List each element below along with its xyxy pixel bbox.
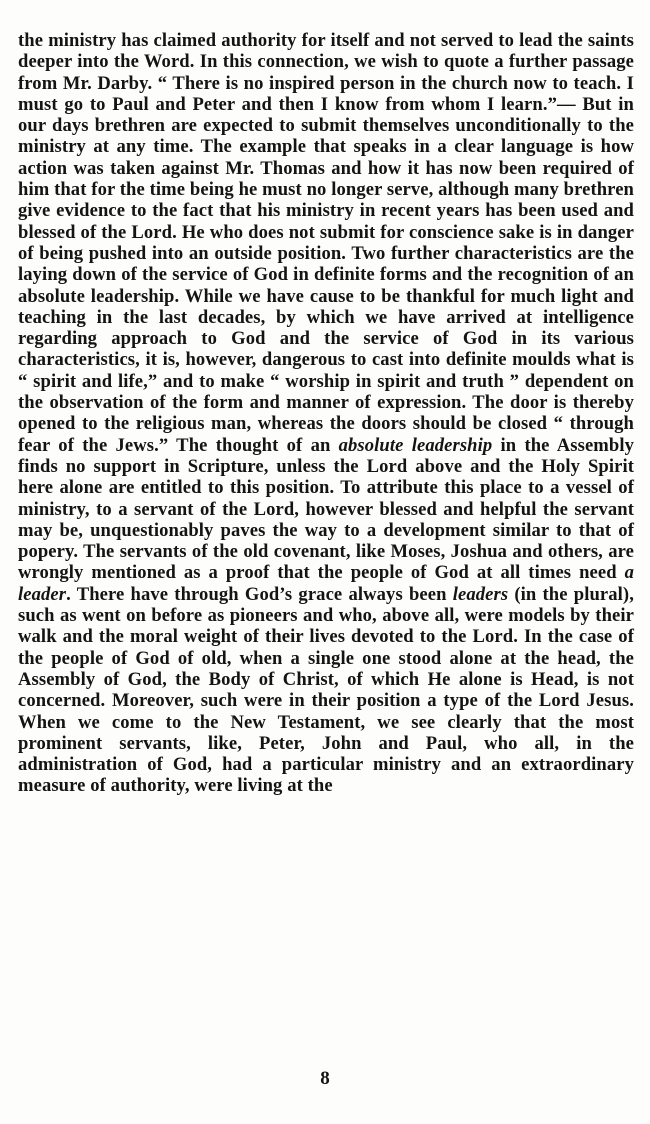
text-segment: in the Assembly finds no support in Scripture, unless the Lord above and the Holy Spirit here alone are entitled to this position. To attribute this place to a vessel of ministry, to a servant of the Lord, however blessed and helpful the servant may be, unquestionably paves the way to a development similar to that of popery. The servants of the old covenant, like Moses, Joshua and others, are wrongly mentioned as a proof that the people of God at all times need xyxy=(18,434,634,584)
text-segment-italic: absolute leadership xyxy=(338,434,493,456)
text-segment: . There have through God’s grace always been xyxy=(66,583,453,605)
page-number: 8 xyxy=(320,1068,330,1089)
body-paragraph xyxy=(18,30,634,797)
text-segment: (in the plural), such as went on before as pioneers and who, above all, were models by their walk and the moral weight of their lives devoted to the Lord. In the case of the people of God of old, when a single one stood alone at the head, the Assembly of God, the Body of Christ, of which He alone is Head, is not concerned. Moreover, such were in their position a type of the Lord Jesus. When we come to the New Testament, we see clearly that the most prominent servants, like, Peter, John and Paul, who all, in the administration of God, had a particular ministry and an extraordinary measure of authority, were living at the xyxy=(18,583,634,797)
text-segment: the ministry has claimed authority for itself and not served to lead the saints deeper into the Word. In this connection, we wish to quote a further passage from Mr. Darby. “ There is no inspired person in the church now to teach. I must go to Paul and Peter and then I know from whom I learn.”— But in our days brethren are expected to submit themselves unconditionally to the ministry at any time. The example that speaks in a clear language is how action was taken against Mr. Thomas and how it has now been required of him that for the time being he must no longer serve, although many brethren give evidence to the fact that his ministry in recent years has been used and blessed of the Lord. He who does not submit for conscience sake is in danger of being pushed into an outside position. Two further characteristics are the laying down of the service of God in definite forms and the recognition of an absolute leadership. While we have cause to be thankful for much light and teaching in the last decades, by which we have arrived at intelligence regarding approach to God and the service of God in its various characteristics, it is, however, dangerous to cast into definite moulds what is “ spirit and life,” and to make “ worship in spirit and truth ” dependent on the observation of the form and manner of expression. The door is thereby opened to the religious man, whereas the doors should be closed “ through fear of the Jews.” The thought of an xyxy=(18,30,634,456)
text-segment-italic: a leader xyxy=(18,562,634,605)
text-segment-italic: leaders xyxy=(452,583,509,605)
